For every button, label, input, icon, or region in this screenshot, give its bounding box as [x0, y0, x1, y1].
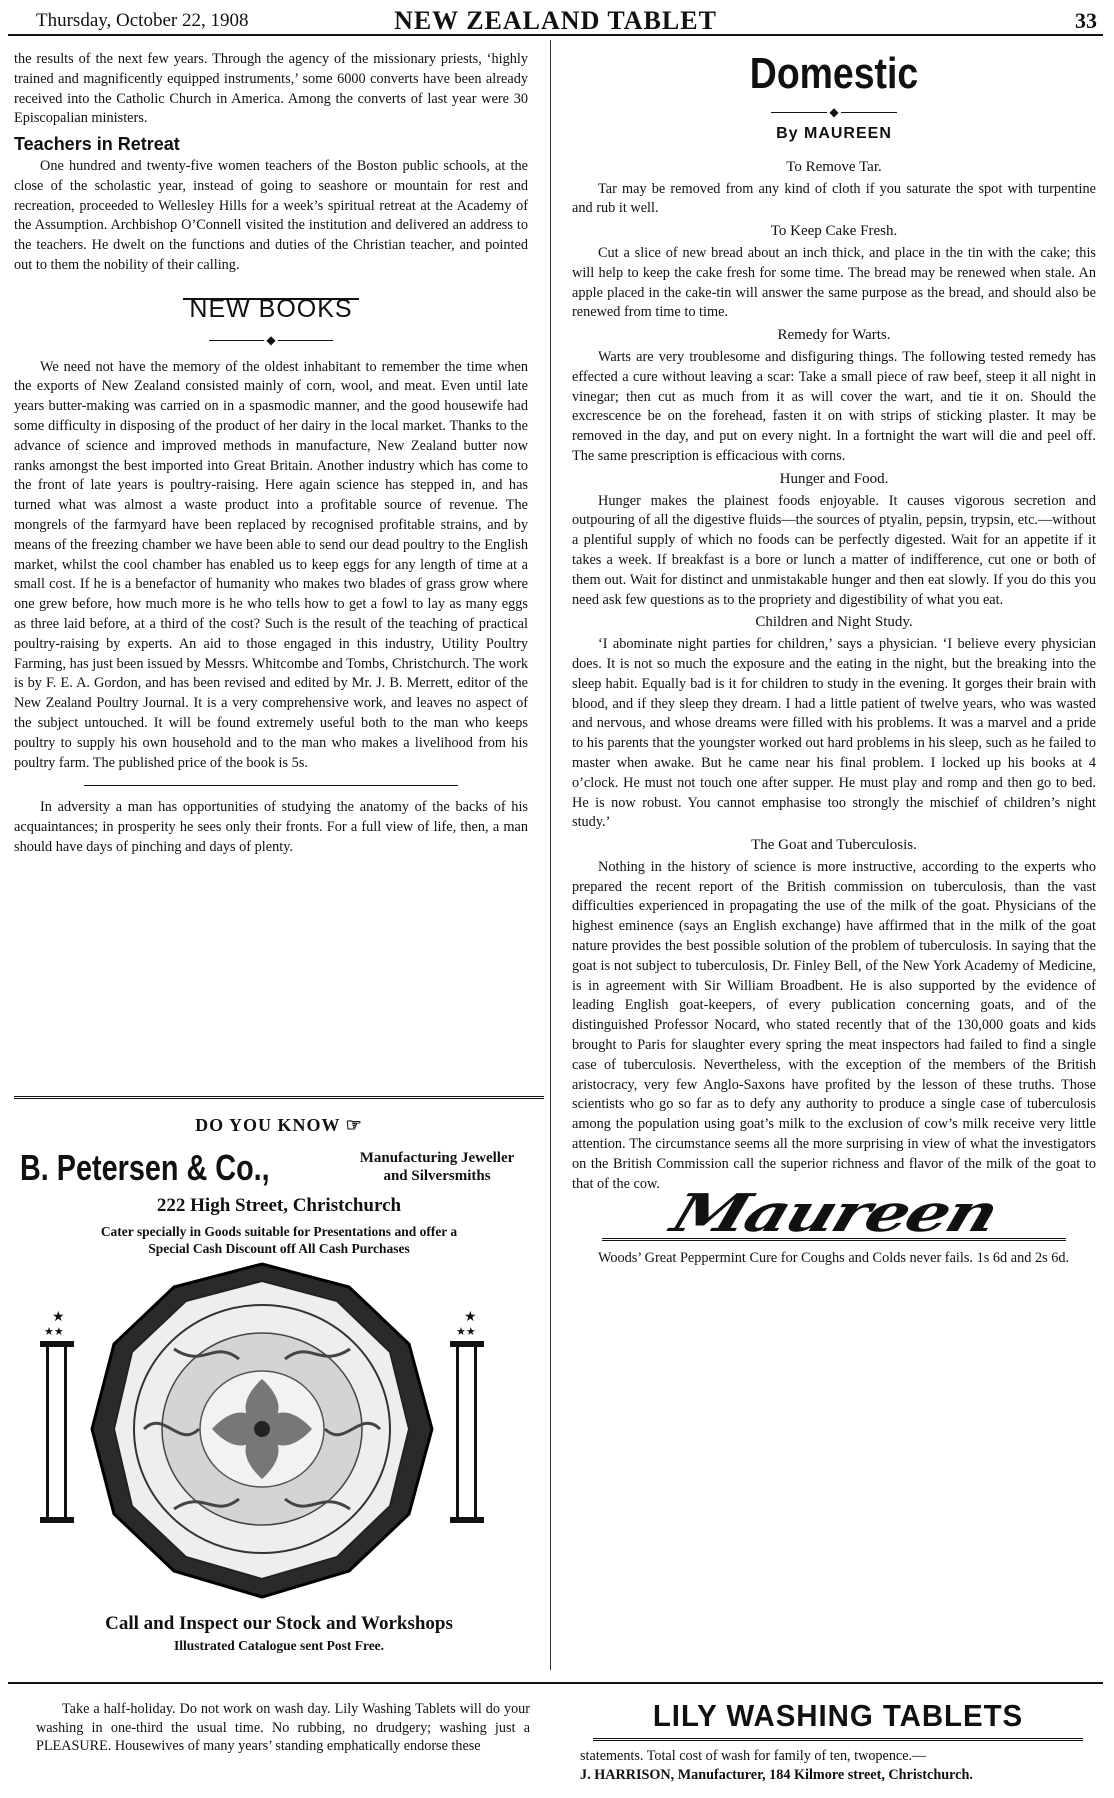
page-header: [8, 4, 1103, 36]
advert-do-you-know: DO YOU KNOW ☞: [195, 1115, 363, 1135]
bottom-divider: [8, 1682, 1103, 1684]
ornamental-salver-illustration: [14, 1259, 544, 1609]
new-books-heading-block: [14, 294, 528, 326]
teachers-heading: Teachers in Retreat: [14, 134, 180, 155]
issue-date: Thursday, October 22, 1908: [36, 10, 249, 31]
intro-paragraph: the results of the next few years. Through the agency of the missionary priests, ‘highly trained and magnificently equipped instruments,’ some 6000 converts have been already received into the Catholic Church in America. Among the converts of last year were 30 Episcopalian ministers.: [14, 51, 528, 127]
domestic-title: Domestic: [749, 49, 919, 98]
lily-heading: LILY WASHING TABLETS: [593, 1698, 1083, 1741]
advert-trade: [332, 1149, 542, 1185]
svg-text:★: ★: [52, 1310, 65, 1325]
new-books-paragraph: We need not have the memory of the oldest inhabitant to remember the time when the exports of New Zealand consisted mainly of corn, wool, and meat. Even until late years butter-making was carried on in a spasmodic manner, and the good housewife had some difficulty in disposing of the product of her dairy in the local market. Thanks to the advance of science and improved methods in manufacture, New Zealand butter now ranks amongst the best imported into Great Britain. Another industry which has come to the front of late years is poultry-raising. Here again science has stepped in, and has turned what was almost a waste product into a profitable source of revenue. The mongrels of the farmyard have been replaced by recognised profitable strains, and by means of the freezing chamber we have been able to send our dead poultry to the English market, whilst the cool chamber has enabled us to keep eggs for any length of time at a small cost. If he is a benefactor of humanity who makes two blades of grass grow where one grew before, how much more is he who tells how to get a fowl to lay as many eggs as three laid before, at a third of the cost? Such is the result of the teaching of practical poultry-raising by experts. An aid to those engaged in this industry, Utility Poultry Farming, has just been issued by Messrs. Whitcombe and Tombs, Christchurch. The work is by F. E. A. Gordon, and has been revised and edited by Mr. J. B. Merrett, editor of the New Zealand Poultry Journal. It is a very comprehensive work, and leaves no aspect of the subject untouched. It will be found extremely useful both to the man who keeps poultry to supply his own household and to the man who makes a livelihood from his poultry farm. The published price of the book is 5s.: [14, 358, 528, 771]
diamond-ornament-icon: ◆: [14, 334, 528, 346]
svg-text:★★: ★★: [44, 1326, 64, 1338]
advert-cater-line1: Cater specially in Goods suitable for Presentations and offer a: [100, 1224, 458, 1239]
section-paragraph-goat: Nothing in the history of science is more instructive, according to the experts who prepared the recent report of the British commission on tuberculosis, than the vast difficulties experienced in propagating the use of the milk of the goat. Physicians of the highest eminence (says an English exchange) have affirmed that in the milk of the goat nature provides the best possible solution of the problem of tuberculosis. In saying that the goat is not subject to tuberculosis, Dr. Finley Bell, of the New York Academy of Medicine, is in agreement with Sir William Broadbent. He is also supported by the evidence of leading English goat-keepers, of every publication concerning goats, and of the distinguished Professor Nocard, who stated recently that of the 130,000 goats and kids brought to Paris for slaughter every spring the meat inspectors had failed to find a single case of tuberculosis. Nevertheless, with the exception of the members of the British aristocracy, very few Anglo-Saxons have profited by the lesson of these truths. Those scientists who go so far as to defy any authority to produce a single case of tuberculosis among the population using goat’s milk to the exclusion of cow’s milk receive very little attention. The circumstance seems all the more surprising in view of what the investigators on the British Commission call the superior richness and flavor of the milk of the goat to that of the cow.: [572, 858, 1096, 1192]
adversity-paragraph: In adversity a man has opportunities of studying the anatomy of the backs of his acquaintances; in prosperity he sees only their fronts. For a full view of life, then, a man should have days of pinching and days of plenty.: [14, 799, 528, 855]
section-paragraph-hunger: Hunger makes the plainest foods enjoyable. It causes vigorous secretion and outpouring of all the digestive fluids—the sources of ptyalin, pepsin, trypsin, etc.—without a plentiful supply of which no foods can be perfectly digested. Wait for an appetite if it takes a week. If breakfast is a bore or lunch a matter of indifference, cut one or both of them out. Wait for distinct and unmistakable hunger and then eat slowly. If you do this you need ask few questions as to the propriety and digestibility of what you eat.: [572, 492, 1096, 608]
lily-advert-right: [580, 1698, 1096, 1784]
new-books-heading: NEW BOOKS: [183, 298, 358, 326]
page-number: 33: [1075, 8, 1097, 33]
section-heading-cake: To Keep Cake Fresh.: [770, 223, 898, 240]
section-divider: [84, 785, 458, 786]
advert-address: 222 High Street, Christchurch: [156, 1195, 402, 1216]
advert-call: Call and Inspect our Stock and Workshops: [105, 1613, 453, 1634]
petersen-advert: [14, 1096, 544, 1654]
svg-text:★: ★: [464, 1310, 477, 1325]
lily-statements: statements. Total cost of wash for family of ten, twopence.—: [580, 1748, 927, 1764]
advert-cater: [14, 1223, 544, 1257]
advert-trade-line1: Manufacturing Jeweller: [359, 1150, 515, 1166]
section-heading-children: Children and Night Study.: [755, 614, 913, 631]
right-pillar-icon: [450, 1310, 484, 1523]
teachers-paragraph: One hundred and twenty-five women teachers of the Boston public schools, at the close of the scholastic year, instead of going to seashore or mountain for rest and recreation, proceeded to Wellesley Hills for a week’s spiritual retreat at the Academy of the Assumption. Archbishop O’Connell visited the institution and delivered an address to the teachers. He dwelt on the functions and duties of the Christian teacher, and pointed out to them the nobility of their calling.: [14, 157, 528, 273]
section-paragraph-warts: Warts are very troublesome and disfiguring things. The following tested remedy has effected a cure without leaving a scar: Take a small piece of raw beef, steep it all night in vinegar; then cut as much from it as will cover the wart, and tie it on. Should the excrescence be on the forehead, fasten it on with strips of sticking plaster. It may be removed in the day, and put on every night. In a fortnight the wart will die and peel off. The same prescription is efficacious with corns.: [572, 348, 1096, 464]
woods-advert: Woods’ Great Peppermint Cure for Coughs and Colds never fails. 1s 6d and 2s 6d.: [598, 1250, 1070, 1267]
section-heading-hunger: Hunger and Food.: [779, 470, 889, 487]
left-column: [14, 50, 528, 858]
lily-advert-left: [36, 1700, 530, 1756]
salver-icon: [92, 1264, 432, 1597]
diamond-ornament-icon: ◆: [572, 106, 1096, 118]
section-paragraph-cake: Cut a slice of new bread about an inch thick, and place in the tin with the cake; this will help to keep the cake fresh for some time. The bread may be renewed when stale. An apple placed in the cake-tin will answer the same purpose as the bread, and should also be renewed from time to time.: [572, 244, 1096, 321]
column-divider: [550, 40, 551, 1670]
advert-firm-name: B. Petersen & Co.,: [20, 1147, 270, 1188]
svg-text:★★: ★★: [456, 1326, 476, 1338]
lily-advert-left-text: Take a half-holiday. Do not work on wash day. Lily Washing Tablets will do your washing in one-third the usual time. No rubbing, no drudgery; washing just a PLEASURE. Housewives of many years’ standing emphatically endorse these: [36, 1701, 530, 1754]
section-heading-warts: Remedy for Warts.: [777, 327, 891, 344]
section-paragraph-children: ‘I abominate night parties for children,’ says a physician. ‘I believe every physician does. It is not so much the exposure and the eating in the night, but the breaking into the sleep habit. Equally bad is it for children to study in the evening. It gorges their brain with blood, and if they sleep they dream. I had a little patient of twelve years, who was wasted and nervous, and whose dreams were filled with his problems. It was a marvel and a pride to his parents that the youngster worked out hard problems in his sleep, such as he failed to master when awake. But he came near his final problem. I locked up his books at 4 o’clock. He must not touch one after supper. He must play and romp and then go to bed. He is now robust. You cannot emphasise too strongly the mischief of children’s night study.’: [572, 636, 1096, 831]
advert-trade-line2: and Silversmiths: [383, 1168, 491, 1184]
maureen-signature: Maureen: [664, 1183, 1005, 1245]
left-pillar-icon: [40, 1310, 74, 1523]
masthead: NEW ZEALAND TABLET: [394, 6, 717, 35]
section-paragraph-tar: Tar may be removed from any kind of cloth if you saturate the spot with turpentine and rub it well.: [572, 180, 1096, 217]
advert-cater-line2: Special Cash Discount off All Cash Purchases: [148, 1241, 410, 1256]
lily-harrison: J. HARRISON, Manufacturer, 184 Kilmore street, Christchurch.: [580, 1766, 973, 1783]
section-heading-tar: To Remove Tar.: [786, 158, 882, 175]
right-column: [572, 44, 1096, 1269]
section-heading-goat: The Goat and Tuberculosis.: [751, 837, 917, 854]
advert-illustrated: Illustrated Catalogue sent Post Free.: [173, 1638, 385, 1653]
byline: By MAUREEN: [776, 125, 892, 142]
